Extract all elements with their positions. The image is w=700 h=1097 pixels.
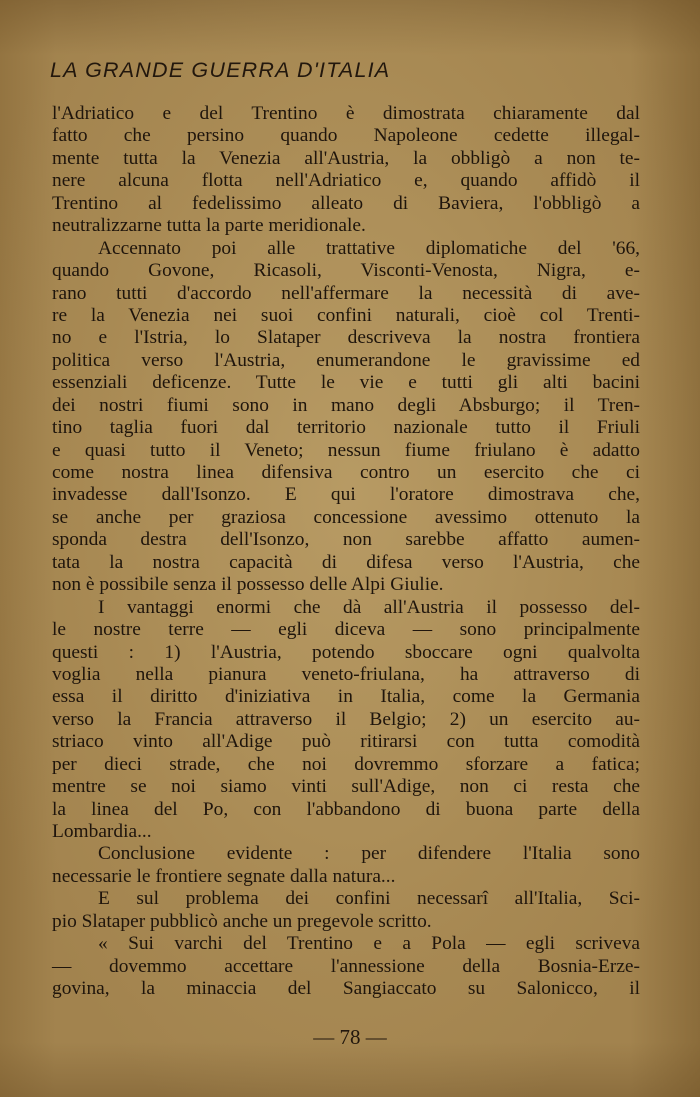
text-line: quando Govone, Ricasoli, Visconti-Venosta, Nigra, e- <box>52 260 640 282</box>
text-line: se anche per graziosa concessione avessimo ottenuto la <box>52 506 640 528</box>
text-line: fatto che persino quando Napoleone cedette illegal- <box>52 125 640 147</box>
text-line: le nostre terre — egli diceva — sono principalmente <box>52 619 640 641</box>
text-line: verso la Francia attraverso il Belgio; 2) un esercito au- <box>52 708 640 730</box>
text-line: neutralizzarne tutta la parte meridionale. <box>52 215 366 237</box>
text-line: necessarie le frontiere segnate dalla natura... <box>52 865 396 887</box>
page-number: — 78 — <box>313 1025 387 1049</box>
text-line: mente tutta la Venezia all'Austria, la obbligò a non te- <box>52 147 640 169</box>
text-line: come nostra linea difensiva contro un esercito che ci <box>52 462 640 483</box>
text-line: no e l'Istria, lo Slataper descriveva la nostra frontiera <box>52 327 640 349</box>
text-line: mentre se noi siamo vinti sull'Adige, non ci resta che <box>52 776 640 798</box>
text-line: I vantaggi enormi che dà all'Austria il possesso del- <box>98 596 640 618</box>
text-line: pio Slataper pubblicò anche un pregevole scritto. <box>52 910 432 932</box>
text-line: invadesse dall'Isonzo. E qui l'oratore dimostrava che, <box>52 484 640 506</box>
text-line: Lombardia... <box>52 821 152 842</box>
text-line: la linea del Po, con l'abbandono di buona parte della <box>52 798 640 820</box>
text-line: « Sui varchi del Trentino e a Pola — egli scriveva <box>98 933 640 955</box>
text-line: essa il diritto d'iniziativa in Italia, come la Germania <box>52 686 640 708</box>
text-line: E sul problema dei confini necessarî all'Italia, Sci- <box>98 888 640 910</box>
text-line: essenziali deficenze. Tutte le vie e tutti gli alti bacini <box>52 372 640 394</box>
text-line: e quasi tutto il Veneto; nessun fiume friulano è adatto <box>52 439 640 461</box>
text-line: politica verso l'Austria, enumerandone le gravissime ed <box>52 349 640 371</box>
body-text <box>52 103 640 1001</box>
text-line: l'Adriatico e del Trentino è dimostrata chiaramente dal <box>52 103 640 124</box>
text-line: striaco vinto all'Adige può ritirarsi con tutta comodità <box>52 731 640 753</box>
text-line: Trentino al fedelissimo alleato di Baviera, l'obbligò a <box>52 192 640 214</box>
text-line: sponda destra dell'Isonzo, non sarebbe affatto aumen- <box>52 529 640 551</box>
text-line: non è possibile senza il possesso delle Alpi Giulie. <box>52 574 444 596</box>
text-line: tata la nostra capacità di difesa verso l'Austria, che <box>52 551 640 573</box>
running-head: LA GRANDE GUERRA D'ITALIA <box>50 58 391 82</box>
text-line: re la Venezia nei suoi confini naturali, cioè col Trenti- <box>52 304 640 326</box>
text-line: voglia nella pianura veneto-friulana, ha attraverso di <box>52 663 640 685</box>
text-line: rano tutti d'accordo nell'affermare la necessità di ave- <box>52 282 640 304</box>
text-line: govina, la minaccia del Sangiaccato su Salonicco, il <box>52 978 640 1000</box>
text-line: dei nostri fiumi sono in mano degli Absburgo; il Tren- <box>52 394 640 416</box>
text-line: — dovemmo accettare l'annessione della Bosnia-Erze- <box>52 955 640 977</box>
text-line: Accennato poi alle trattative diplomatiche del '66, <box>98 237 640 259</box>
text-line: questi : 1) l'Austria, potendo sboccare ogni qualvolta <box>52 641 640 663</box>
text-line: nere alcuna flotta nell'Adriatico e, quando affidò il <box>52 170 640 192</box>
text-line: tino taglia fuori dal territorio nazionale tutto il Friuli <box>52 417 640 439</box>
text-line: per dieci strade, che noi dovremmo sforzare a fatica; <box>52 753 640 775</box>
text-line: Conclusione evidente : per difendere l'Italia sono <box>98 843 640 865</box>
